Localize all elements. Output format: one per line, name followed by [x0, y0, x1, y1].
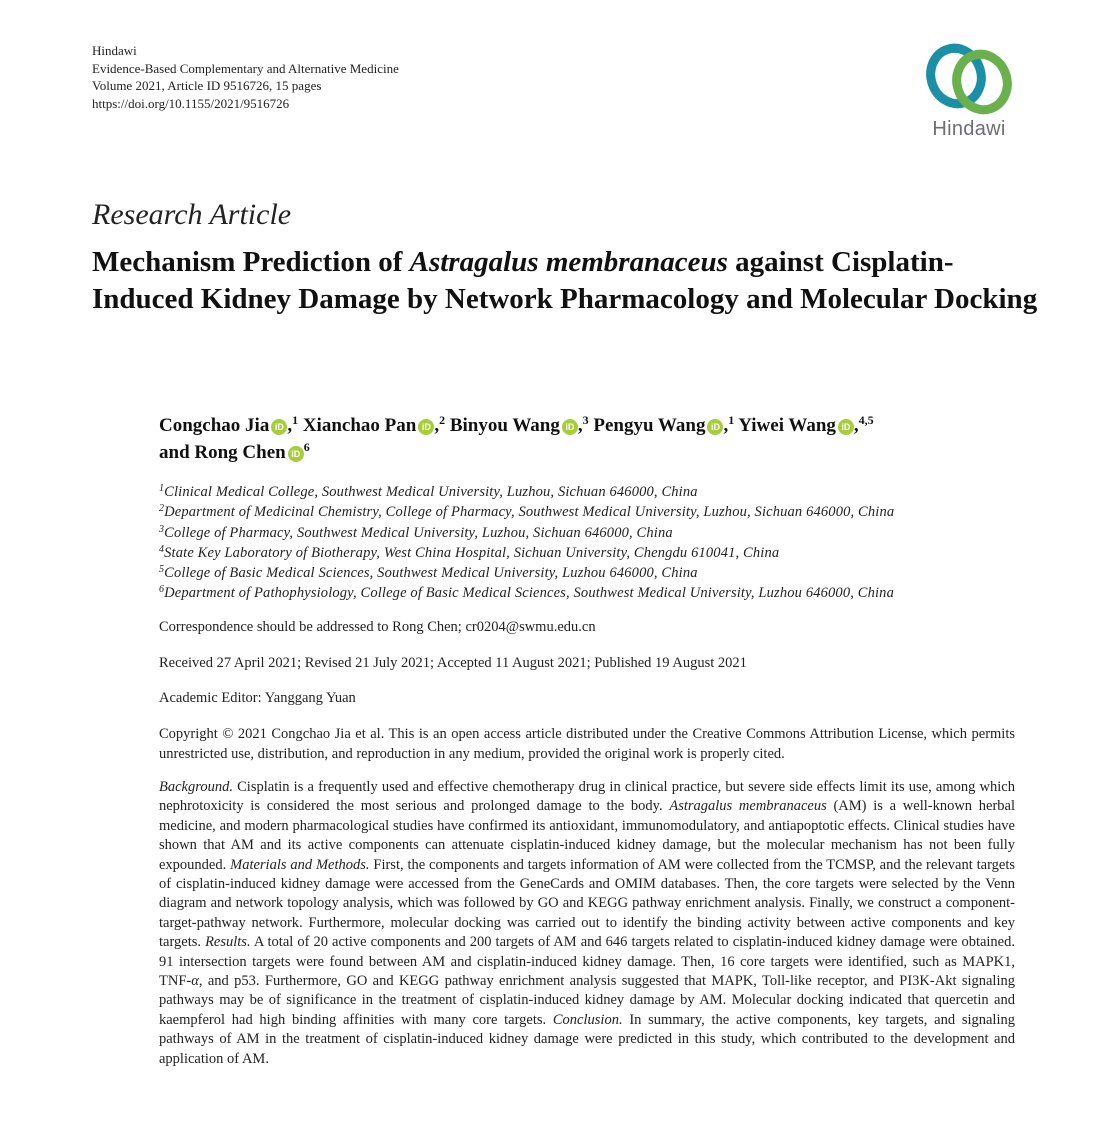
journal-info	[92, 42, 399, 112]
affiliation-line: $^2$Department of Medicinal Chemistry, College of Pharmacy, Southwest Medical University, Luzhou, Sichuan 646000, China	[159, 503, 895, 521]
journal-name: Evidence-Based Complementary and Alternative Medicine	[92, 60, 399, 76]
copyright-notice: Copyright © 2021 Congchao Jia et al. This is an open access article distributed under the Creative Commons Attribution License, which permits unrestricted use, distribution, and reproduction in any medium, provided the original work is properly cited.	[159, 726, 1015, 762]
article-title: Mechanism Prediction of Astragalus membranaceus against Cisplatin-Induced Kidney Damage by Network Pharmacology and Molecular Docking	[92, 246, 1038, 315]
author-name: Pengyu Wang	[593, 415, 706, 436]
author[interactable]: Yiwei Wang iD ,$^{4,5}$	[738, 413, 874, 436]
publication-dates: Received 27 April 2021; Revised 21 July 2021; Accepted 11 August 2021; Published 19 August 2021	[159, 655, 747, 671]
orcid-icon[interactable]: iD	[838, 419, 854, 435]
affiliation-line: $^1$Clinical Medical College, Southwest Medical University, Luzhou, Sichuan 646000, China	[159, 483, 698, 500]
author-affiliation-number: 4,5	[858, 413, 874, 427]
affiliation-line: $^6$Department of Pathophysiology, College of Basic Medical Sciences, Southwest Medical University, Luzhou 646000, China	[159, 584, 894, 602]
abstract-results-label: Results.	[205, 934, 251, 951]
orcid-icon[interactable]: iD	[418, 419, 434, 435]
author-affiliation-number: 2	[439, 413, 446, 427]
author-name: Congchao Jia	[159, 415, 270, 436]
author[interactable]: Xianchao Pan iD ,$^2$	[302, 413, 446, 436]
article-type: Research Article	[92, 198, 292, 231]
affiliation-line: $^3$College of Pharmacy, Southwest Medical University, Luzhou, Sichuan 646000, China	[159, 523, 673, 541]
author-name: Binyou Wang	[449, 415, 560, 436]
abstract-background-label: Background.	[159, 779, 233, 795]
author[interactable]: Pengyu Wang iD ,$^1$	[593, 413, 735, 436]
volume-line: Volume 2021, Article ID 9516726, 15 pages	[92, 78, 322, 93]
author-affiliation-number: 1	[292, 413, 299, 427]
author-affiliation-number: 6	[303, 440, 310, 454]
orcid-icon[interactable]: iD	[288, 446, 304, 462]
abstract-methods-label: Materials and Methods.	[230, 856, 370, 873]
author-name: Xianchao Pan	[302, 415, 417, 436]
logo-wordmark: Hindawi	[932, 118, 1006, 140]
author-list	[159, 412, 1039, 466]
title-species-name: Astragalus membranaceus	[409, 246, 728, 278]
hindawi-logo	[918, 42, 1020, 142]
author[interactable]	[159, 442, 310, 463]
hindawi-logo-icon	[918, 42, 1020, 118]
doi-link[interactable]: https://doi.org/10.1155/2021/9516726	[92, 95, 290, 111]
academic-editor: Academic Editor: Yanggang Yuan	[159, 690, 356, 706]
correspondence: Correspondence should be addressed to Rong Chen; cr0204@swmu.edu.cn	[159, 619, 596, 635]
author-affiliation-number: 1	[728, 413, 735, 427]
author-name: and Rong Chen	[159, 442, 286, 463]
orcid-icon[interactable]: iD	[271, 419, 287, 435]
affiliation-line: $^4$State Key Laboratory of Biotherapy, West China Hospital, Sichuan University, Chengdu 610041, China	[159, 543, 780, 561]
author[interactable]: Congchao Jia iD ,$^1$	[159, 413, 299, 436]
orcid-icon[interactable]: iD	[707, 419, 723, 435]
affiliations	[159, 482, 894, 604]
abstract: Background. Cisplatin is a frequently used and effective chemotherapy drug in clinical practice, but severe side effects limit its use, among which nephrotoxicity is considered the most serious and prolonged damage to the body. Astragalus membranaceus (AM) is a well-known herbal medicine, and modern pharmacological studies have confirmed its antioxidant, immunomodulatory, and antiapoptotic effects. Clinical studies have shown that AM and its active components can attenuate cisplatin-induced kidney damage, but the molecular mechanism has not been fully expounded. Materials and Methods. First, the components and targets information of AM were collected from the TCMSP, and the relevant targets of cisplatin-induced kidney damage were accessed from the GeneCards and OMIM databases. Then, the core targets were selected by the Venn diagram and network topology analysis, which was followed by GO and KEGG pathway enrichment analysis. Finally, we construct a component-target-pathway network. Furthermore, molecular docking was carried out to identify the binding activity between active components and key targets. Results. A total of 20 active components and 200 targets of AM and 646 targets related to cisplatin-induced kidney damage were obtained. 91 intersection targets were found between AM and cisplatin-induced kidney damage. Then, 16 core targets were identified, such as MAPK1, TNF-α, and p53. Furthermore, GO and KEGG pathway enrichment analysis suggested that MAPK, Toll-like receptor, and PI3K-Akt signaling pathways may be of significance in the treatment of cisplatin-induced kidney damage by AM. Molecular docking indicated that quercetin and kaempferol had high binding affinities with many core targets. Conclusion. In summary, the active components, key targets, and signaling pathways of AM in the treatment of cisplatin-induced kidney damage were predicted in this study, which contributed to the development and application of AM.	[159, 779, 1016, 1067]
author-affiliation-number: 3	[582, 413, 589, 427]
orcid-icon[interactable]: iD	[562, 419, 578, 435]
affiliation-line: $^5$College of Basic Medical Sciences, Southwest Medical University, Luzhou 646000, China	[159, 564, 698, 582]
author-name: Yiwei Wang	[738, 415, 836, 436]
publisher-name: Hindawi	[92, 43, 137, 58]
author[interactable]: Binyou Wang iD ,$^3$	[449, 413, 589, 436]
abstract-conclusion-label: Conclusion.	[552, 1011, 623, 1028]
